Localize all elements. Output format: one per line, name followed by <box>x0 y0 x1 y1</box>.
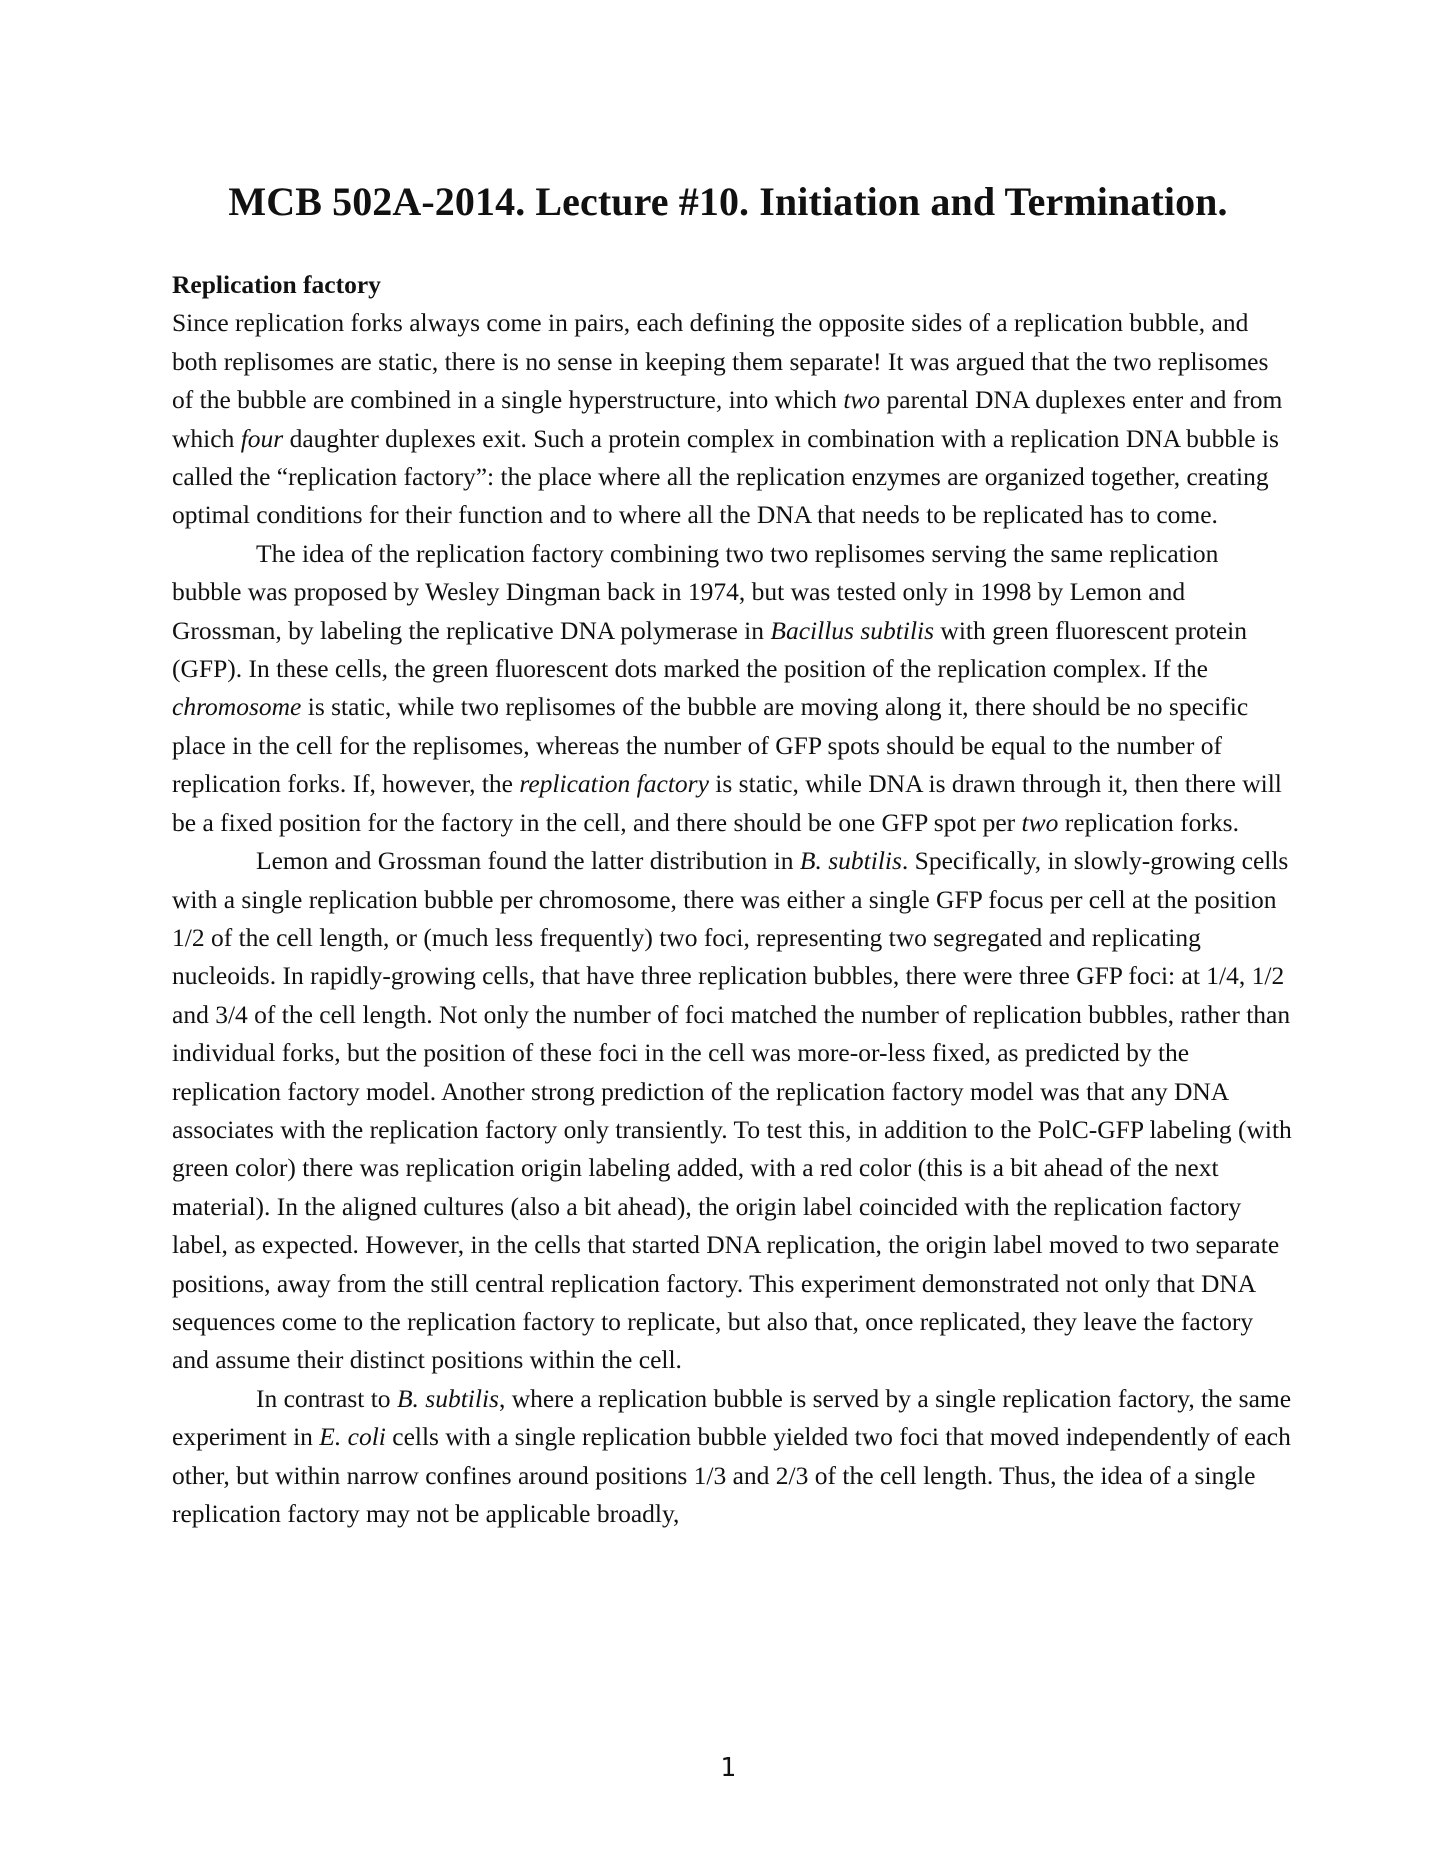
italic-text: replication factory <box>519 769 709 799</box>
body-paragraph <box>172 1380 1292 1534</box>
italic-text: two <box>1021 807 1059 837</box>
italic-text: four <box>240 423 284 453</box>
body-paragraph <box>172 535 1292 842</box>
document-body <box>172 266 1292 1533</box>
italic-text: chromosome <box>172 692 302 722</box>
italic-text: two <box>843 385 881 415</box>
section-heading: Replication factory <box>172 270 381 299</box>
paragraph-text: . Specifically, in slowly-growing cells with a single replication bubble per chromosome, there was either a single GFP focus per cell at the position 1/2 of the cell length, or (much less frequently) two foci, representing two segregated and replicating nucleoids. In rapidly-growing cells, that have three replication bubbles, there were three GFP foci: at 1/4, 1/2 and 3/4 of the cell length. Not only the number of foci matched the number of replication bubbles, rather than individual forks, but the position of these foci in the cell was more-or-less fixed, as predicted by the replication factory model. Another strong prediction of the replication factory model was that any DNA associates with the replication factory only transiently. To test this, in addition to the PolC-GFP labeling (with green color) there was replication origin labeling added, with a red color (this is a bit ahead of the next material). In the aligned cultures (also a bit ahead), the origin label coincided with the replication factory label, as expected. However, in the cells that started DNA replication, the origin label moved to two separate positions, away from the still central replication factory. This experiment demonstrated not only that DNA sequences come to the replication factory to replicate, but also that, once replicated, they leave the factory and assume their distinct positions within the cell. <box>172 846 1292 1375</box>
paragraph-list <box>172 304 1292 1533</box>
italic-text: B. subtilis <box>396 1383 499 1413</box>
paragraph-text: parental DNA duplexes enter and from which <box>172 385 1283 453</box>
paragraph-text: daughter duplexes exit. Such a protein complex in combination with a replication DNA bubble is called the “replication factory”: the place where all the replication enzymes are organized together, creating optimal conditions for their function and to where all the DNA that needs to be replicated has to come. <box>172 423 1279 530</box>
paragraph-text: is static, while DNA is drawn through it, then there will be a fixed position for the factory in the cell, and there should be one GFP spot per <box>172 769 1282 837</box>
paragraph-text: In contrast to <box>256 1383 397 1413</box>
italic-text: Bacillus subtilis <box>770 615 935 645</box>
italic-text: E. coli <box>319 1422 386 1452</box>
paragraph-text: is static, while two replisomes of the bubble are moving along it, there should be no specific place in the cell for the replisomes, whereas the number of GFP spots should be equal to the number of replication forks. If, however, the <box>172 692 1249 799</box>
paragraph-text: with green fluorescent protein (GFP). In these cells, the green fluorescent dots marked the position of the replication complex. If the <box>172 615 1248 684</box>
body-paragraph <box>172 304 1292 534</box>
paragraph-text: Lemon and Grossman found the latter distribution in <box>256 846 800 876</box>
body-paragraph <box>172 842 1292 1380</box>
paragraph-text: , where a replication bubble is served by a single replication factory, the same experiment in <box>172 1383 1292 1452</box>
italic-text: B. subtilis <box>799 846 902 876</box>
paragraph-text: cells with a single replication bubble yielded two foci that moved independently of each other, but within narrow confines around positions 1/3 and 2/3 of the cell length. Thus, the idea of a single replication factory may not be applicable broadly, <box>172 1422 1291 1528</box>
paragraph-text: Since replication forks always come in pairs, each defining the opposite sides of a replication bubble, and both replisomes are static, there is no sense in keeping them separate! It was argued that the two replisomes of the bubble are combined in a single hyperstructure, into which <box>172 308 1269 415</box>
document-title: MCB 502A-2014. Lecture #10. Initiation and Termination. <box>228 179 1228 224</box>
paragraph-text: replication forks. <box>1058 807 1239 837</box>
page-number: 1 <box>720 1753 736 1783</box>
paragraph-text: The idea of the replication factory combining two two replisomes serving the same replication bubble was proposed by Wesley Dingman back in 1974, but was tested only in 1998 by Lemon and Grossman, by labeling the replicative DNA polymerase in <box>172 538 1219 645</box>
